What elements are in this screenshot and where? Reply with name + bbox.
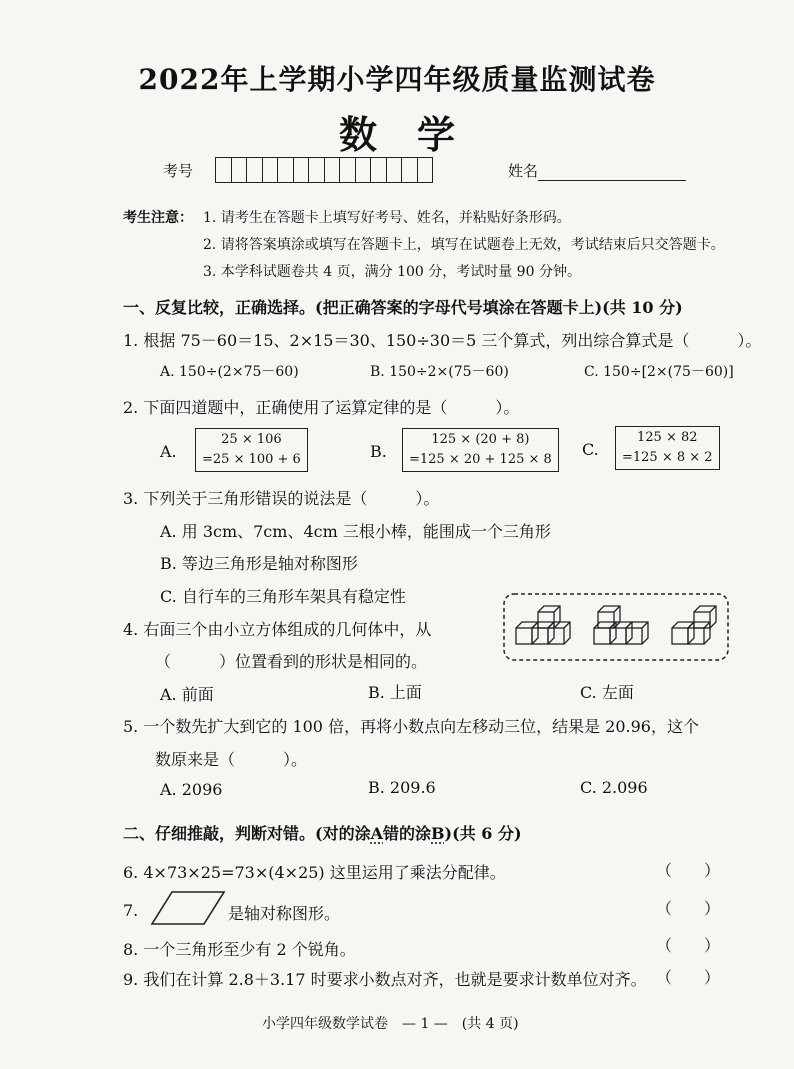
q8-answer-paren[interactable]: （ ）	[656, 936, 721, 955]
q1-option-b: B. 150÷2×(75－60)	[370, 364, 509, 380]
exam-number-label: 考号	[163, 162, 194, 180]
q8-text: 8. 一个三角形至少有 2 个锐角。	[123, 940, 356, 959]
q2-b-line1: 125 × (20 + 8)	[431, 432, 530, 447]
q2-option-b-box	[402, 428, 559, 472]
q2-option-b-label: B.	[370, 442, 387, 461]
section1-heading: 一、反复比较，正确选择。(把正确答案的字母代号填涂在答题卡上)(共 10 分)	[123, 298, 683, 317]
cube-shape-1	[516, 606, 570, 644]
q6-answer-paren[interactable]: （ ）	[656, 861, 721, 880]
q1-stem: 1. 根据 75－60＝15、2×15＝30、150÷30＝5 三个算式，列出综合算式是（ ）。	[123, 331, 762, 350]
page-footer: 小学四年级数学试卷 — 1 — (共 4 页)	[262, 1016, 519, 1032]
q4-option-a: A. 前面	[160, 685, 214, 704]
q5-stem-line2: 数原来是（ ）。	[155, 750, 308, 769]
q3-option-a: A. 用 3cm、7cm、4cm 三根小棒，能围成一个三角形	[160, 522, 551, 541]
q4-stem-line1: 4. 右面三个由小立方体组成的几何体中，从	[123, 620, 432, 639]
cube-shape-2	[594, 606, 648, 644]
q2-option-c-box	[615, 426, 720, 470]
notice-label: 考生注意：	[123, 210, 193, 226]
q7-number: 7.	[123, 901, 139, 920]
q5-option-c: C. 2.096	[580, 778, 648, 797]
notice-item: 2. 请将答案填涂或填写在答题卡上，填写在试题卷上无效，考试结束后只交答题卡。	[203, 237, 725, 253]
q3-stem: 3. 下列关于三角形错误的说法是（ ）。	[123, 489, 440, 508]
q2-a-line1: 25 × 106	[221, 432, 282, 447]
q5-stem-line1: 5. 一个数先扩大到它的 100 倍，再将小数点向左移动三位，结果是 20.96，这个	[123, 717, 699, 736]
q9-answer-paren[interactable]: （ ）	[656, 968, 721, 987]
cube-shape-3	[672, 606, 716, 644]
exam-number-grid[interactable]	[215, 157, 433, 183]
subject-title: 数学	[338, 112, 495, 157]
q5-option-b: B. 209.6	[368, 778, 436, 797]
q7-parallelogram	[150, 890, 226, 926]
section2-heading-mid: 错的涂	[383, 824, 432, 843]
exam-title: 2022年上学期小学四年级质量监测试卷	[138, 63, 656, 96]
notice-item: 1. 请考生在答题卡上填写好考号、姓名，并粘贴好条形码。	[203, 210, 571, 226]
name-label: 姓名	[508, 162, 539, 180]
q4-stem-line2: （ ）位置看到的形状是相同的。	[155, 652, 428, 671]
q2-c-line1: 125 × 82	[637, 430, 698, 445]
q1-option-a: A. 150÷(2×75－60)	[160, 364, 299, 380]
section2-heading-pre: 二、仔细推敲，判断对错。(对的涂	[123, 824, 371, 843]
q2-option-a-label: A.	[160, 442, 177, 461]
section2-heading	[123, 821, 522, 844]
q4-option-b: B. 上面	[368, 683, 422, 702]
name-field[interactable]	[508, 160, 686, 181]
q9-text: 9. 我们在计算 2.8＋3.17 时要求小数点对齐，也就是要求计数单位对齐。	[123, 970, 647, 989]
notice-item: 3. 本学科试题卷共 4 页，满分 100 分，考试时量 90 分钟。	[203, 264, 581, 280]
section2-heading-a: A	[370, 824, 383, 843]
q2-option-a-box	[195, 428, 308, 472]
q5-option-a: A. 2096	[160, 780, 223, 799]
q4-option-c: C. 左面	[580, 683, 634, 702]
q7-text: 是轴对称图形。	[228, 904, 341, 923]
q2-stem: 2. 下面四道题中，正确使用了运算定律的是（ ）。	[123, 398, 520, 417]
q4-cubes-figure	[502, 592, 730, 662]
q3-option-c: C. 自行车的三角形车架具有稳定性	[160, 587, 406, 606]
q2-a-line2: =25 × 100 + 6	[202, 452, 301, 467]
q3-option-b: B. 等边三角形是轴对称图形	[160, 554, 358, 573]
q1-option-c: C. 150÷[2×(75－60)]	[584, 364, 734, 380]
section2-heading-b: B	[431, 824, 445, 843]
q2-option-c-label: C.	[582, 440, 599, 459]
q6-text: 6. 4×73×25=73×(4×25) 这里运用了乘法分配律。	[123, 863, 506, 882]
section2-heading-post: )(共 6 分)	[444, 824, 522, 843]
q2-b-line2: =125 × 20 + 125 × 8	[409, 452, 552, 467]
q7-answer-paren[interactable]: （ ）	[656, 899, 721, 918]
name-underline[interactable]	[538, 162, 686, 181]
q2-c-line2: =125 × 8 × 2	[622, 450, 713, 465]
